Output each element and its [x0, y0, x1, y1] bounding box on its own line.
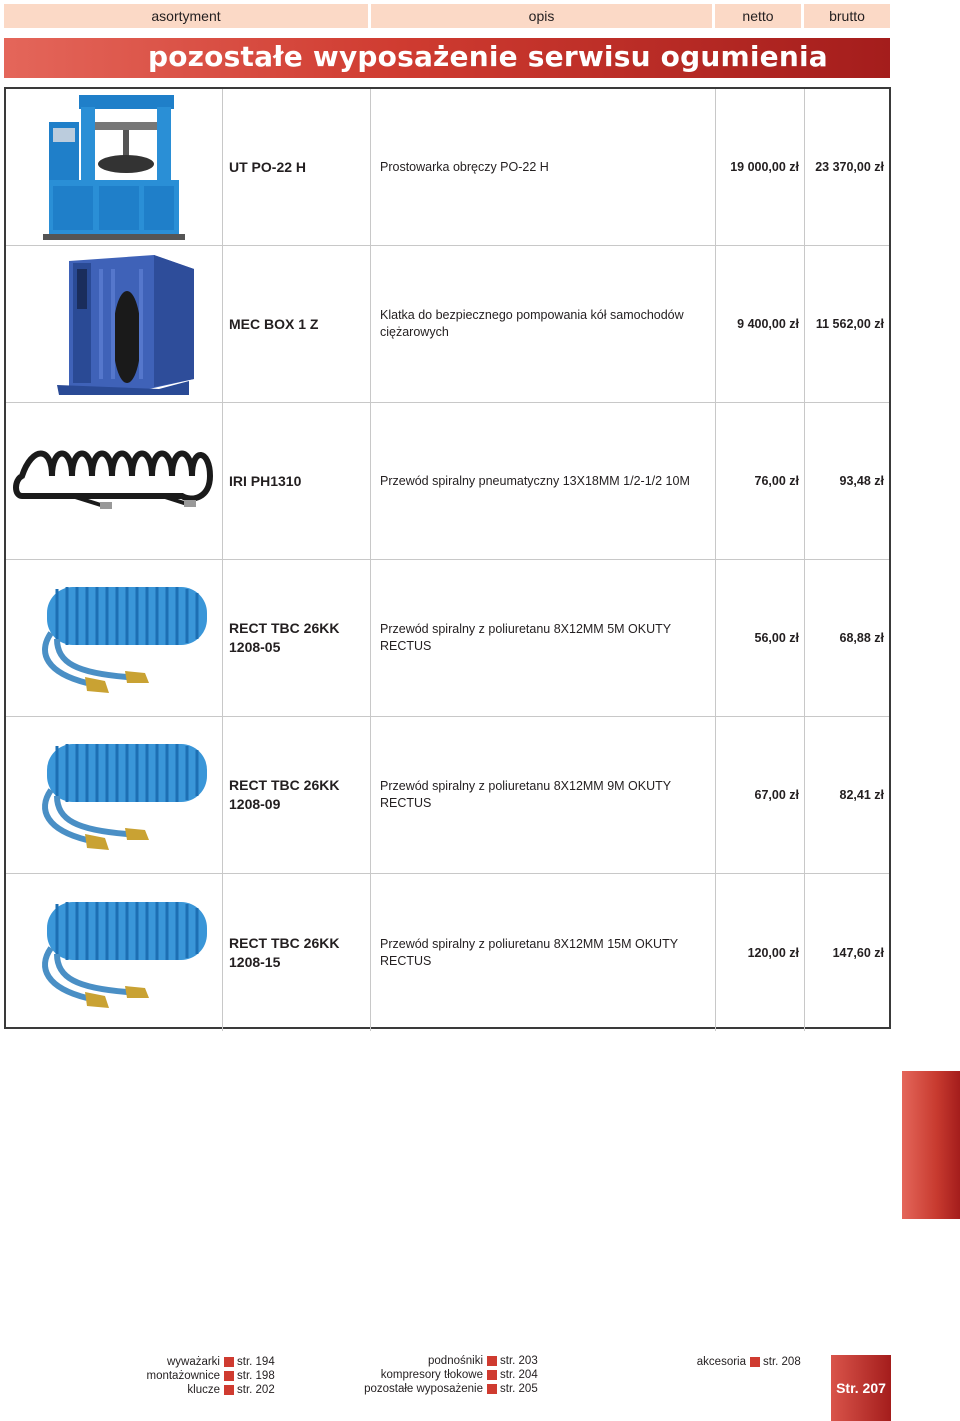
square-bullet-icon: [750, 1357, 760, 1367]
footer-nav-group-1: [120, 1355, 275, 1397]
product-table: [4, 87, 891, 1029]
column-header-net: netto: [715, 4, 801, 28]
footer-link-label: montażownice: [146, 1370, 220, 1382]
footer-link[interactable]: [352, 1354, 538, 1368]
footer-link-page: str. 203: [500, 1355, 538, 1367]
price-net: 56,00 zł: [715, 560, 804, 716]
footer-link[interactable]: [352, 1382, 538, 1396]
column-header-description: opis: [371, 4, 712, 28]
table-row: [6, 403, 889, 560]
footer-link[interactable]: [120, 1355, 275, 1369]
footer-link-page: str. 205: [500, 1383, 538, 1395]
product-code: RECT TBC 26KK 1208-05: [222, 560, 370, 716]
price-gross: 147,60 zł: [804, 874, 889, 1031]
product-description: Przewód spiralny z poliuretanu 8X12MM 15M OKUTY RECTUS: [370, 874, 715, 1031]
product-code: RECT TBC 26KK 1208-15: [222, 874, 370, 1031]
product-image-cell: [6, 89, 222, 245]
product-code: MEC BOX 1 Z: [222, 246, 370, 402]
rim-straightener-machine-image: [29, 92, 199, 242]
page-title: pozostałe wyposażenie serwisu ogumienia: [148, 40, 828, 73]
product-image-cell: [6, 717, 222, 873]
product-image-cell: [6, 874, 222, 1031]
footer-link-label: akcesoria: [696, 1356, 746, 1368]
footer-link-page: str. 194: [237, 1356, 275, 1368]
product-image-cell: [6, 403, 222, 559]
blue-spiral-hose-image: [17, 573, 212, 703]
footer-link[interactable]: [120, 1383, 275, 1397]
square-bullet-icon: [224, 1385, 234, 1395]
product-code: RECT TBC 26KK 1208-09: [222, 717, 370, 873]
footer-nav-group-3: [690, 1355, 801, 1369]
price-net: 9 400,00 zł: [715, 246, 804, 402]
product-image-cell: [6, 246, 222, 402]
table-row: [6, 717, 889, 874]
blue-spiral-hose-image: [17, 888, 212, 1018]
black-spiral-hose-image: [12, 436, 217, 526]
footer-link-label: kompresory tłokowe: [380, 1369, 483, 1381]
footer-link[interactable]: [120, 1369, 275, 1383]
price-gross: 23 370,00 zł: [804, 89, 889, 245]
footer-link-page: str. 198: [237, 1370, 275, 1382]
price-gross: 93,48 zł: [804, 403, 889, 559]
square-bullet-icon: [487, 1384, 497, 1394]
square-bullet-icon: [487, 1370, 497, 1380]
product-code: IRI PH1310: [222, 403, 370, 559]
blue-spiral-hose-image: [17, 730, 212, 860]
square-bullet-icon: [224, 1357, 234, 1367]
tire-inflation-cage-image: [29, 249, 199, 399]
footer-link-label: pozostałe wyposażenie: [364, 1383, 483, 1395]
product-description: Przewód spiralny z poliuretanu 8X12MM 5M OKUTY RECTUS: [370, 560, 715, 716]
footer-link-page: str. 202: [237, 1384, 275, 1396]
column-header-assortment: asortyment: [4, 4, 368, 28]
product-code: UT PO-22 H: [222, 89, 370, 245]
footer-nav-group-2: [352, 1354, 538, 1396]
footer-link[interactable]: [352, 1368, 538, 1382]
product-description: Przewód spiralny z poliuretanu 8X12MM 9M OKUTY RECTUS: [370, 717, 715, 873]
square-bullet-icon: [224, 1371, 234, 1381]
product-description: Klatka do bezpiecznego pompowania kół samochodów ciężarowych: [370, 246, 715, 402]
product-image-cell: [6, 560, 222, 716]
footer-link-page: str. 204: [500, 1369, 538, 1381]
footer-link-label: podnośniki: [428, 1355, 483, 1367]
footer-link[interactable]: [690, 1355, 801, 1369]
price-gross: 11 562,00 zł: [804, 246, 889, 402]
product-description: Prostowarka obręczy PO-22 H: [370, 89, 715, 245]
product-description: Przewód spiralny pneumatyczny 13X18MM 1/2-1/2 10M: [370, 403, 715, 559]
price-net: 120,00 zł: [715, 874, 804, 1031]
footer-link-label: wyważarki: [166, 1356, 220, 1368]
table-row: [6, 246, 889, 403]
title-band: [4, 38, 890, 78]
price-net: 67,00 zł: [715, 717, 804, 873]
table-row: [6, 560, 889, 717]
table-row: [6, 89, 889, 246]
square-bullet-icon: [487, 1356, 497, 1366]
column-header-gross: brutto: [804, 4, 890, 28]
page-number: Str. 207: [831, 1355, 891, 1421]
section-side-tab: [902, 1071, 960, 1219]
footer-link-page: str. 208: [763, 1356, 801, 1368]
price-net: 76,00 zł: [715, 403, 804, 559]
price-gross: 68,88 zł: [804, 560, 889, 716]
footer-link-label: klucze: [187, 1384, 220, 1396]
table-row: [6, 874, 889, 1031]
price-net: 19 000,00 zł: [715, 89, 804, 245]
price-gross: 82,41 zł: [804, 717, 889, 873]
